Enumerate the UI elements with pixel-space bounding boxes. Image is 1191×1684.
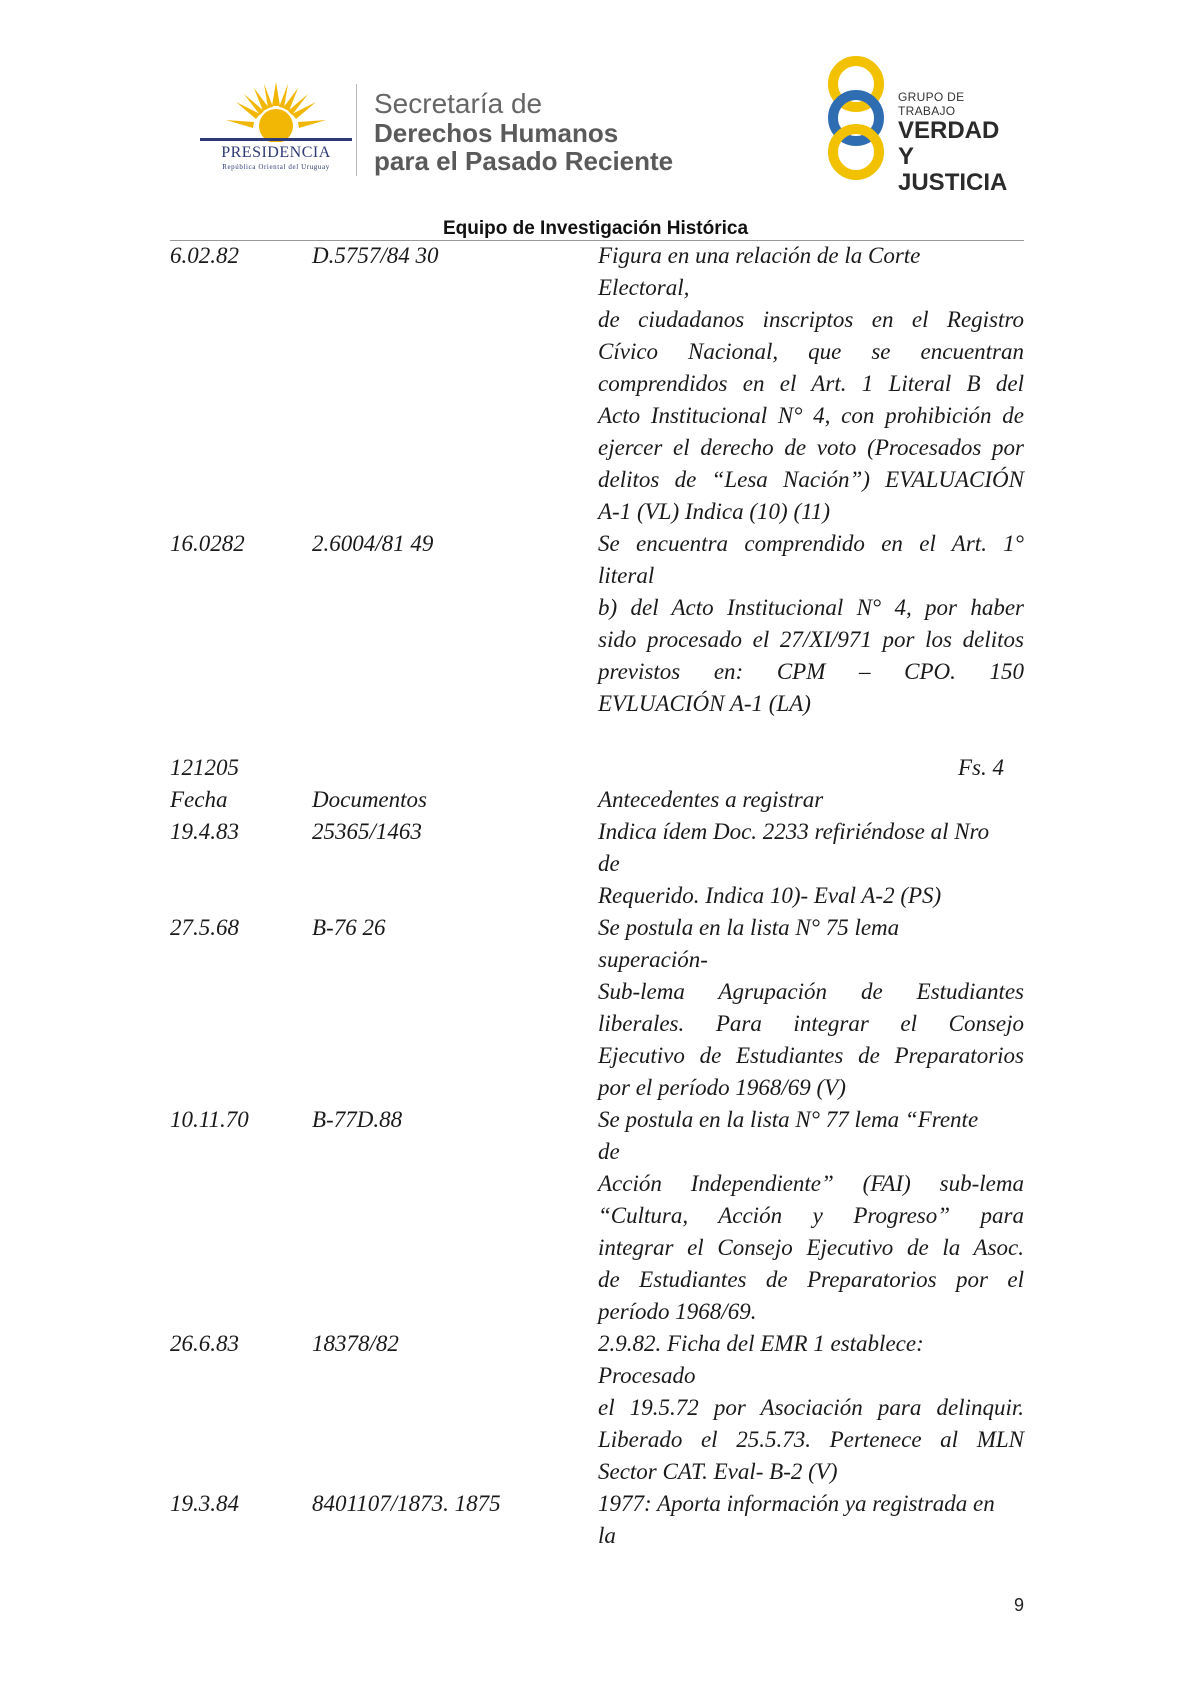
description-line: Acto Institucional N° 4, con prohibición de <box>598 403 1024 428</box>
description-line: período 1968/69. <box>598 1299 757 1324</box>
sun-emblem-icon <box>196 78 356 142</box>
presidencia-wordmark <box>196 144 356 171</box>
description-line: comprendidos en el Art. 1 Literal B del <box>598 371 1024 396</box>
secretaria-line1: Secretaría de <box>374 88 543 119</box>
table-row <box>170 1488 1024 1552</box>
page-number: 9 <box>1013 1595 1024 1615</box>
grupo-wordmark <box>898 90 1018 196</box>
description-line: integrar el Consejo Ejecutivo de la Asoc. <box>598 1235 1024 1260</box>
description-line: Acción Independiente” (FAI) sub-lema <box>598 1171 1024 1196</box>
description-line: de Estudiantes de Preparatorios por el <box>598 1267 1024 1292</box>
verdad-justicia-logo <box>818 56 1018 196</box>
header-antecedentes: Antecedentes a registrar <box>598 787 824 812</box>
description-line: de <box>598 1139 620 1164</box>
row-date: 26.6.83 <box>170 1331 239 1356</box>
table-row <box>170 240 1024 528</box>
row-date: 6.02.82 <box>170 243 239 268</box>
description-line: de ciudadanos inscriptos en el Registro <box>598 307 1024 332</box>
row-description <box>598 1104 1024 1328</box>
description-line: sido procesado el 27/XI/971 por los delitos <box>598 627 1024 652</box>
description-line: Figura en una relación de la Corte <box>598 243 921 268</box>
description-line: 1977: Aporta información ya registrada en <box>598 1491 995 1516</box>
description-line: Cívico Nacional, que se encuentran <box>598 339 1024 364</box>
description-line: A-1 (VL) Indica (10) (11) <box>598 499 831 524</box>
row-date: 16.0282 <box>170 531 245 556</box>
table-row <box>170 528 1024 720</box>
description-line: Se postula en la lista N° 75 lema <box>598 915 900 940</box>
presidencia-name: PRESIDENCIA <box>221 144 331 161</box>
table-row <box>170 912 1024 1104</box>
description-line: EVLUACIÓN A-1 (LA) <box>598 691 811 716</box>
row-description <box>598 912 1024 1104</box>
description-line: la <box>598 1523 616 1548</box>
header-fecha: Fecha <box>170 787 228 812</box>
secretaria-line3: para el Pasado Reciente <box>374 146 674 176</box>
row-document: 2.6004/81 49 <box>312 531 434 556</box>
row-description <box>598 1488 1024 1552</box>
grupo-line3: JUSTICIA <box>898 169 1008 196</box>
description-line: Requerido. Indica 10)- Eval A-2 (PS) <box>598 883 942 908</box>
section-title: Equipo de Investigación Histórica <box>442 218 749 239</box>
description-line: Se encuentra comprendido en el Art. 1° <box>598 531 1024 556</box>
description-line: Electoral, <box>598 275 690 300</box>
record-block-2 <box>170 816 1024 1552</box>
row-document: 18378/82 <box>312 1331 399 1356</box>
description-line: Sub-lema Agrupación de Estudiantes <box>598 979 1024 1004</box>
description-line: liberales. Para integrar el Consejo <box>598 1011 1024 1036</box>
description-line: de <box>598 851 620 876</box>
table-header-row <box>170 784 1024 816</box>
table-row <box>170 1104 1024 1328</box>
table-row <box>170 816 1024 912</box>
secretaria-wordmark <box>374 88 673 175</box>
description-line: Sector CAT. Eval- B-2 (V) <box>598 1459 838 1484</box>
row-document: 8401107/1873. 1875 <box>312 1491 501 1516</box>
reference-row <box>170 752 1024 784</box>
description-line: 2.9.82. Ficha del EMR 1 establece: <box>598 1331 924 1356</box>
presidencia-subtitle: República Oriental del Uruguay <box>222 163 330 171</box>
linked-rings-icon <box>818 56 898 180</box>
table-row <box>170 1328 1024 1488</box>
description-line: ejercer el derecho de voto (Procesados por <box>598 435 1024 460</box>
row-description <box>598 528 1024 720</box>
row-document: D.5757/84 30 <box>312 243 439 268</box>
document-body <box>170 240 1024 1552</box>
row-date: 19.3.84 <box>170 1491 239 1516</box>
row-description <box>598 240 1024 528</box>
reference-id: 121205 <box>170 755 239 780</box>
header-documentos: Documentos <box>312 787 427 812</box>
grupo-line1: GRUPO DE TRABAJO <box>898 90 965 118</box>
description-line: superación- <box>598 947 708 972</box>
presidencia-logo <box>196 78 356 178</box>
description-line: b) del Acto Institucional N° 4, por haber <box>598 595 1024 620</box>
page-header <box>0 0 1191 200</box>
row-document: B-76 26 <box>312 915 386 940</box>
record-block-1 <box>170 240 1024 720</box>
row-document: 25365/1463 <box>312 819 422 844</box>
row-description <box>598 1328 1024 1488</box>
row-description <box>598 816 1024 912</box>
description-line: por el período 1968/69 (V) <box>598 1075 846 1100</box>
row-date: 27.5.68 <box>170 915 239 940</box>
blank-line <box>170 720 1024 752</box>
description-line: previstos en: CPM – CPO. 150 <box>598 659 1024 684</box>
description-line: Se postula en la lista N° 77 lema “Frente <box>598 1107 979 1132</box>
description-line: Liberado el 25.5.73. Pertenece al MLN <box>598 1427 1024 1452</box>
description-line: delitos de “Lesa Nación”) EVALUACIÓN <box>598 467 1024 492</box>
description-line: “Cultura, Acción y Progreso” para <box>598 1203 1024 1228</box>
header-divider <box>356 84 357 176</box>
description-line: Ejecutivo de Estudiantes de Preparatorios <box>598 1043 1024 1068</box>
grupo-line2: VERDAD Y <box>898 117 1000 170</box>
row-date: 10.11.70 <box>170 1107 249 1132</box>
description-line: el 19.5.72 por Asociación para delinquir. <box>598 1395 1024 1420</box>
description-line: Indica ídem Doc. 2233 refiriéndose al Nro <box>598 819 990 844</box>
description-line: literal <box>598 563 655 588</box>
row-date: 19.4.83 <box>170 819 239 844</box>
secretaria-line2: Derechos Humanos <box>374 118 619 148</box>
description-line: Procesado <box>598 1363 696 1388</box>
folio-number: Fs. 4 <box>958 755 1004 780</box>
row-document: B-77D.88 <box>312 1107 403 1132</box>
